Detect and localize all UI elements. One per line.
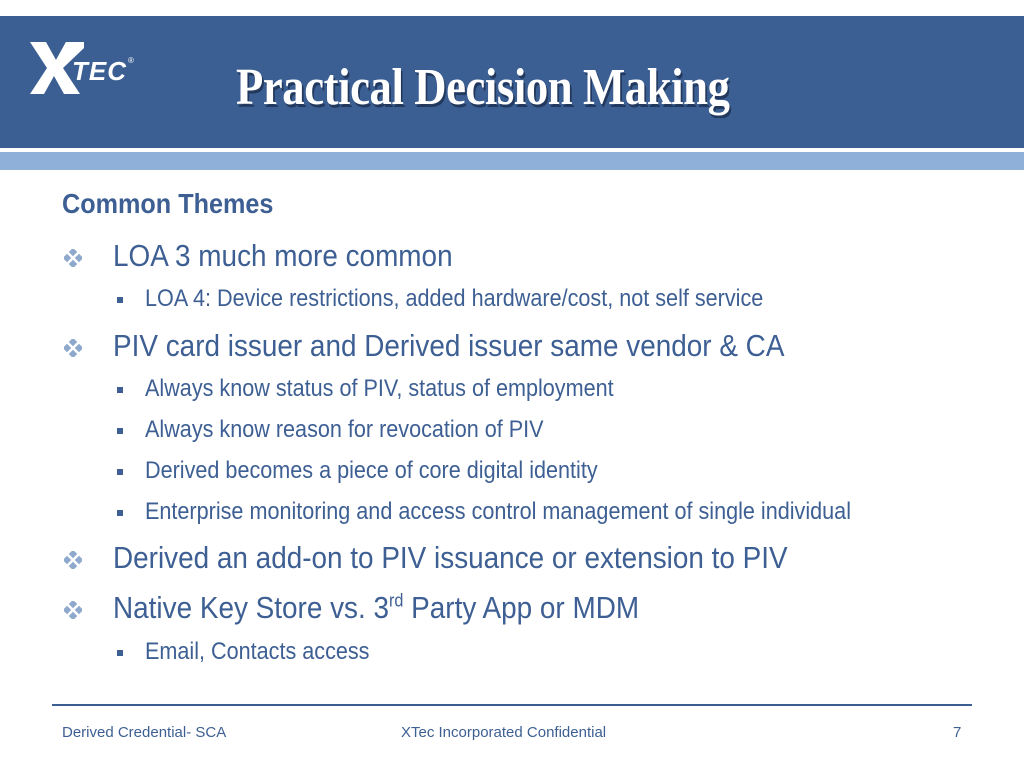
sub-bullet-revocation: Always know reason for revocation of PIV xyxy=(145,416,544,443)
section-subtitle: Common Themes xyxy=(62,188,274,219)
logo-text: TEC xyxy=(72,56,127,86)
diamond-bullet-icon xyxy=(64,551,82,569)
square-bullet-icon xyxy=(117,428,123,434)
sub-bullet-core-identity: Derived becomes a piece of core digital identity xyxy=(145,457,598,484)
square-bullet-icon xyxy=(117,510,123,516)
diamond-bullet-icon xyxy=(64,339,82,357)
xtec-logo xyxy=(26,40,134,96)
logo-registered-mark: ® xyxy=(128,56,134,65)
superscript-rd: rd xyxy=(389,590,404,611)
header-accent-band xyxy=(0,152,1024,170)
slide-title: Practical Decision Making xyxy=(236,59,730,116)
sub-bullet-enterprise: Enterprise monitoring and access control management of single individual xyxy=(145,498,851,525)
sub-bullet-email: Email, Contacts access xyxy=(145,638,370,665)
square-bullet-icon xyxy=(117,297,123,303)
diamond-bullet-icon xyxy=(64,249,82,267)
square-bullet-icon xyxy=(117,650,123,656)
footer-confidential-text: XTec Incorporated Confidential xyxy=(401,724,607,741)
square-bullet-icon xyxy=(117,469,123,475)
bullet-loa3: LOA 3 much more common xyxy=(113,238,453,273)
party-app-text: Party App or MDM xyxy=(403,590,640,625)
diamond-bullet-icon xyxy=(64,601,82,619)
bullet-native-key-store xyxy=(113,590,639,626)
bullet-piv-issuer: PIV card issuer and Derived issuer same vendor & CA xyxy=(113,328,785,363)
top-strip xyxy=(0,0,1024,16)
native-key-store-text: Native Key Store vs. 3 xyxy=(113,590,390,625)
sub-bullet-loa4: LOA 4: Device restrictions, added hardware/cost, not self service xyxy=(145,285,764,312)
footer-left-text: Derived Credential- SCA xyxy=(62,724,227,741)
sub-bullet-status: Always know status of PIV, status of employment xyxy=(145,375,614,402)
footer-divider xyxy=(52,704,972,706)
page-number: 7 xyxy=(953,724,962,741)
title-banner xyxy=(0,16,1024,148)
square-bullet-icon xyxy=(117,387,123,393)
bullet-derived-addon: Derived an add-on to PIV issuance or extension to PIV xyxy=(113,540,788,575)
